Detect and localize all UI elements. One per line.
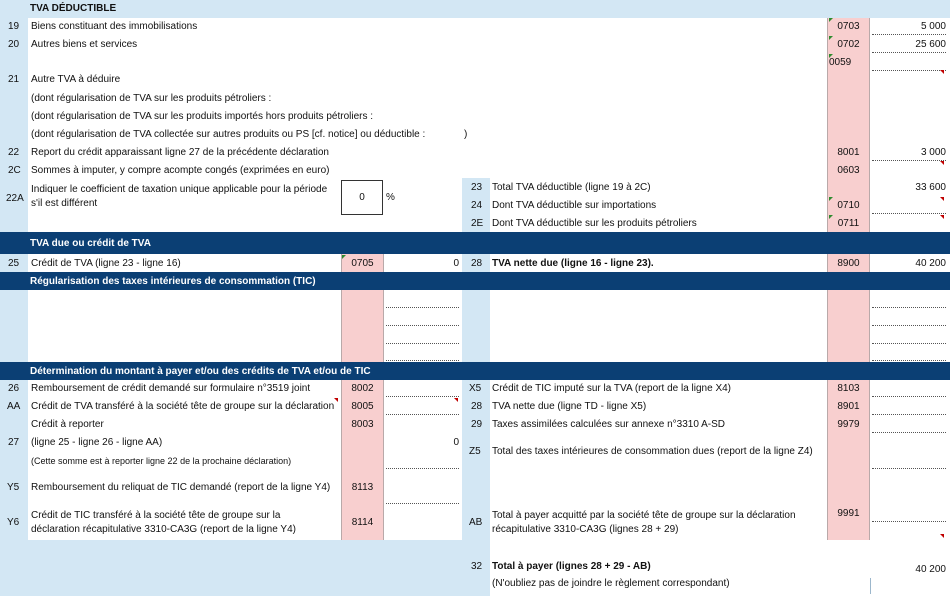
box-code: 0702	[837, 39, 860, 50]
row-label: récapitulative 3310-CA3G (lignes 28 + 29)	[492, 524, 679, 535]
row-label: déclaration récapitulative 3310-CA3G (report de la ligne Y4)	[31, 524, 296, 535]
row-note: (Cette somme est à reporter ligne 22 de la prochaine déclaration)	[31, 456, 292, 466]
box-code: 0603	[837, 165, 860, 176]
row-label: TVA nette due (ligne TD - ligne X5)	[492, 401, 647, 412]
row-label: Crédit à reporter	[31, 419, 104, 430]
amount-field[interactable]	[872, 200, 946, 214]
comment-marker	[940, 197, 944, 201]
row-number: 28	[471, 258, 483, 269]
row-number: Y5	[7, 482, 20, 493]
number-column	[0, 290, 28, 362]
amount-field[interactable]: 33 600	[915, 182, 946, 193]
row-label: Autres biens et services	[31, 39, 138, 50]
row-number: 2E	[471, 218, 484, 229]
row-label: (ligne 25 - ligne 26 - ligne AA)	[31, 437, 163, 448]
row-number: 2C	[8, 165, 21, 176]
row-label: Autre TVA à déduire	[31, 74, 121, 85]
tic-field[interactable]	[386, 330, 459, 344]
row-number: 21	[8, 74, 20, 85]
row-label: Total des taxes intérieures de consommation dues (report de la ligne Z4)	[492, 446, 813, 457]
row-label: (dont régularisation de TVA collectée sur autres produits ou PS [cf. notice] ou déductible :	[31, 129, 426, 140]
row-number: AA	[7, 401, 21, 412]
amount-field[interactable]: 0	[453, 258, 459, 269]
box-code: 8001	[837, 147, 860, 158]
amount-field[interactable]: 0	[453, 437, 459, 448]
row-number: X5	[469, 383, 482, 394]
row-number: Z5	[469, 446, 481, 457]
comment-marker	[829, 215, 833, 219]
row-label: Sommes à imputer, y compre acompte congés (exprimées en euro)	[31, 165, 330, 176]
box-code: 8114	[351, 517, 374, 528]
row-number: 26	[8, 383, 20, 394]
code-cell	[341, 290, 384, 362]
comment-marker	[334, 398, 338, 402]
row-label: Taxes assimilées calculées sur annexe n°3310 A-SD	[492, 419, 726, 430]
row-label: Crédit de TVA (ligne 23 - ligne 16)	[31, 258, 181, 269]
box-code: 0710	[837, 200, 860, 211]
box-code: 0705	[351, 258, 374, 269]
row-label: Crédit de TIC transféré à la société tête de groupe sur la	[31, 510, 281, 521]
amount-field[interactable]	[872, 401, 946, 415]
row-label: Crédit de TIC imputé sur la TVA (report de la ligne X4)	[492, 383, 731, 394]
amount-field[interactable]: 5 000	[872, 21, 946, 35]
row-number: 27	[8, 437, 20, 448]
amount-field[interactable]	[872, 508, 946, 522]
row-number: Y6	[7, 517, 20, 528]
row-label: s'il est différent	[31, 198, 98, 209]
row-number: 23	[471, 182, 483, 193]
row-label: Crédit de TVA transféré à la société tête de groupe sur la déclaration	[31, 401, 335, 412]
number-column	[462, 290, 490, 362]
row-label: Total à payer acquitté par la société tête de groupe sur la déclaration	[492, 510, 796, 521]
tic-field[interactable]	[872, 330, 946, 344]
code-cell	[827, 290, 870, 362]
row-label: Dont TVA déductible sur importations	[492, 200, 657, 211]
divider	[870, 578, 871, 594]
section-title-tva-due: TVA due ou crédit de TVA	[30, 238, 151, 249]
amount-field[interactable]: 25 600	[872, 39, 946, 53]
comment-marker	[940, 70, 944, 74]
section-header-tva-deductible	[0, 0, 950, 18]
box-code: 8002	[351, 383, 374, 394]
closing-paren: )	[464, 129, 468, 140]
box-code: 0711	[837, 218, 860, 229]
comment-marker	[940, 161, 944, 165]
comment-marker	[940, 215, 944, 219]
row-number: 29	[471, 419, 483, 430]
section-title-determination: Détermination du montant à payer et/ou des crédits de TVA et/ou de TIC	[30, 366, 371, 377]
section-title-tva-deductible: TVA DÉDUCTIBLE	[30, 3, 117, 14]
tic-field[interactable]	[386, 294, 459, 308]
row-label: Total TVA déductible (ligne 19 à 2C)	[492, 182, 651, 193]
box-code: 9979	[837, 419, 860, 430]
coefficient-input[interactable]: 0	[341, 180, 383, 215]
tic-field[interactable]	[872, 347, 946, 361]
row-label: Biens constituant des immobilisations	[31, 21, 198, 32]
row-number: 25	[8, 258, 20, 269]
amount-field[interactable]	[872, 57, 946, 71]
row-label: Remboursement du reliquat de TIC demandé (report de la ligne Y4)	[31, 482, 331, 493]
row-label: Report du crédit apparaissant ligne 27 de la précédente déclaration	[31, 147, 329, 158]
tic-field[interactable]	[386, 312, 459, 326]
box-code: 8005	[351, 401, 374, 412]
comment-marker	[829, 54, 833, 58]
percent-sign: %	[386, 192, 395, 203]
amount-field[interactable]	[872, 383, 946, 397]
box-code: 8103	[837, 383, 860, 394]
row-number: AB	[469, 517, 483, 528]
comment-marker	[940, 534, 944, 538]
amount-field[interactable]	[872, 455, 946, 469]
tic-field[interactable]	[872, 294, 946, 308]
box-code: 8900	[837, 258, 860, 269]
row-note: (N'oubliez pas de joindre le règlement correspondant)	[492, 578, 730, 589]
row-number: 28	[471, 401, 483, 412]
row-label: Dont TVA déductible sur les produits pétroliers	[492, 218, 697, 229]
tic-field[interactable]	[386, 347, 459, 361]
row-label: (dont régularisation de TVA sur les produits pétroliers :	[31, 93, 272, 104]
amount-field[interactable]	[872, 419, 946, 433]
amount-field[interactable]: 3 000	[872, 147, 946, 161]
amount-field[interactable]: 40 200	[915, 564, 946, 575]
comment-marker	[829, 36, 833, 40]
row-number: 20	[8, 39, 20, 50]
box-code: 8003	[351, 419, 374, 430]
row-number: 19	[8, 21, 20, 32]
row-number: 24	[471, 200, 483, 211]
comment-marker	[342, 255, 346, 259]
amount-field[interactable]	[386, 401, 459, 415]
section-title-regularisation: Régularisation des taxes intérieures de consommation (TIC)	[30, 276, 316, 287]
box-code: 0703	[837, 21, 860, 32]
amount-field-underline	[386, 455, 459, 469]
comment-marker	[829, 18, 833, 22]
comment-marker	[454, 398, 458, 402]
row-number: 22A	[6, 193, 24, 204]
row-number: 22	[8, 147, 20, 158]
row-label: (dont régularisation de TVA sur les produits importés hors produits pétroliers :	[31, 111, 374, 122]
row-number: 32	[471, 561, 483, 572]
amount-field[interactable]	[386, 490, 459, 504]
amount-field[interactable]	[386, 383, 459, 397]
box-code: 8901	[837, 401, 860, 412]
amount-field[interactable]: 40 200	[915, 258, 946, 269]
row-label: Indiquer le coefficient de taxation unique applicable pour la période	[31, 184, 328, 195]
box-code: 9991	[837, 508, 860, 519]
box-code: 8113	[351, 482, 374, 493]
box-code: 0059	[829, 57, 852, 68]
row-label: TVA nette due (ligne 16 - ligne 23).	[492, 258, 654, 269]
row-label: Total à payer (lignes 28 + 29 - AB)	[492, 561, 651, 572]
row-label: Remboursement de crédit demandé sur formulaire n°3519 joint	[31, 383, 311, 394]
bottom-left-panel	[0, 540, 462, 596]
comment-marker	[829, 197, 833, 201]
tic-field[interactable]	[872, 312, 946, 326]
